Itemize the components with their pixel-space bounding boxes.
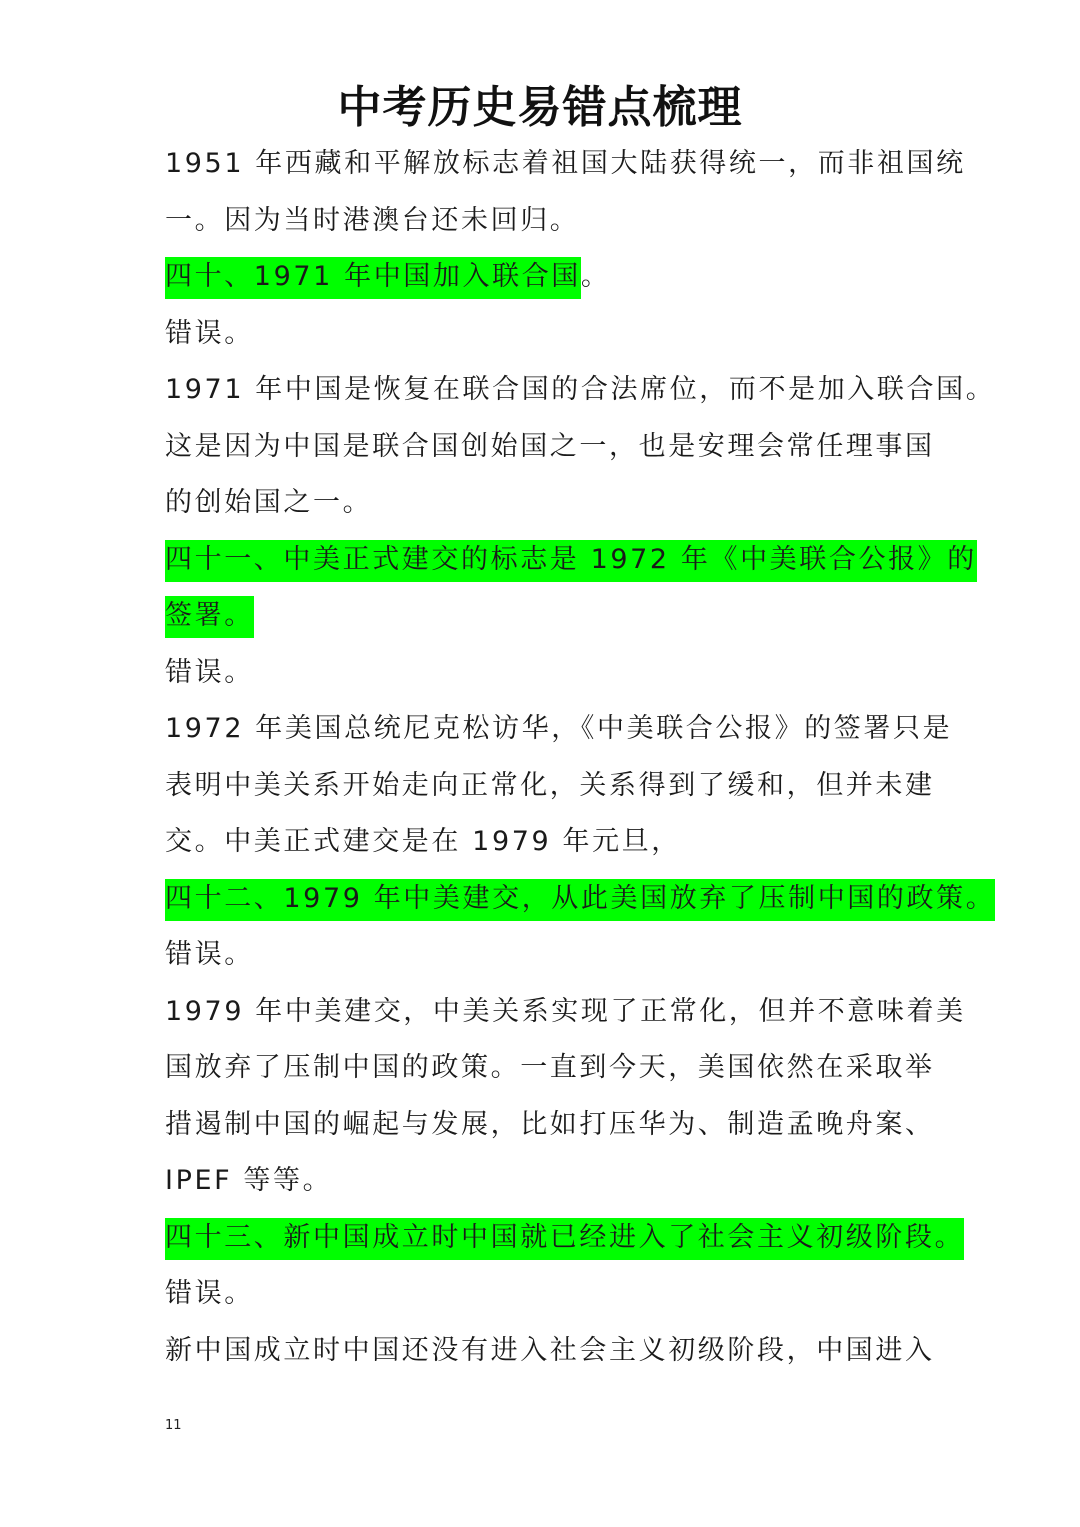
line-text: 新中国成立时中国还没有进入社会主义初级阶段，中国进入 [165, 1334, 935, 1366]
answer-text: 错误。 [165, 317, 254, 349]
line-text: 交。中美正式建交是在 1979 年元旦， [165, 826, 681, 857]
line-text: 这是因为中国是联合国创始国之一，也是安理会常任理事国 [165, 430, 935, 462]
highlighted-question: 四十三、新中国成立时中国就已经进入了社会主义初级阶段。 [165, 1218, 964, 1260]
document-body [165, 136, 996, 1379]
line-text: 1951 年西藏和平解放标志着祖国大陆获得统一，而非祖国统 [165, 148, 966, 179]
text-line [165, 701, 955, 758]
line-text: 的创始国之一。 [165, 487, 373, 518]
highlighted-question: 四十一、中美正式建交的标志是 1972 年《中美联合公报》的 [165, 540, 977, 582]
document-title: 中考历史易错点梳理 [337, 82, 743, 133]
page-number: 11 [165, 1418, 182, 1433]
line-text: 表明中美关系开始走向正常化，关系得到了缓和，但并未建 [165, 769, 935, 801]
line-text: 1972 年美国总统尼克松访华，《中美联合公报》的签署只是 [165, 713, 953, 744]
text-line [165, 1097, 955, 1154]
answer-line [165, 927, 955, 984]
text-line [165, 1040, 955, 1097]
answer-text: 错误。 [165, 1278, 254, 1309]
highlighted-question: 签署。 [165, 596, 254, 638]
text-line [165, 136, 966, 193]
answer-line [165, 306, 955, 363]
text-line [165, 419, 955, 476]
question-line [165, 871, 996, 928]
question-line [165, 588, 955, 645]
answer-text: 错误。 [165, 656, 254, 688]
line-text: 1979 年中美建交，中美关系实现了正常化，但并不意味着美 [165, 995, 966, 1027]
text-line [165, 193, 955, 250]
line-text: 1971 年中国是恢复在联合国的合法席位，而不是加入联合国。 [165, 374, 996, 405]
answer-line [165, 645, 955, 702]
line-text: 。 [580, 261, 611, 292]
text-line [165, 475, 955, 532]
text-line [165, 362, 996, 419]
question-line [165, 532, 977, 589]
line-text: 措遏制中国的崛起与发展，比如打压华为、制造孟晚舟案、 [165, 1108, 935, 1140]
text-line [165, 1153, 955, 1210]
line-text: 国放弃了压制中国的政策。一直到今天，美国依然在采取举 [165, 1052, 935, 1083]
question-line [165, 1210, 965, 1267]
text-line [165, 814, 955, 871]
text-line [165, 984, 966, 1041]
line-text: 一。因为当时港澳台还未回归。 [165, 204, 580, 236]
text-line [165, 1323, 955, 1380]
line-text: IPEF 等等。 [165, 1165, 333, 1196]
answer-text: 错误。 [165, 939, 254, 970]
question-line [165, 249, 955, 306]
text-line [165, 758, 955, 815]
highlighted-question: 四十二、1979 年中美建交，从此美国放弃了压制中国的政策。 [165, 879, 995, 921]
highlighted-question: 四十、1971 年中国加入联合国 [165, 257, 581, 299]
answer-line [165, 1266, 955, 1323]
